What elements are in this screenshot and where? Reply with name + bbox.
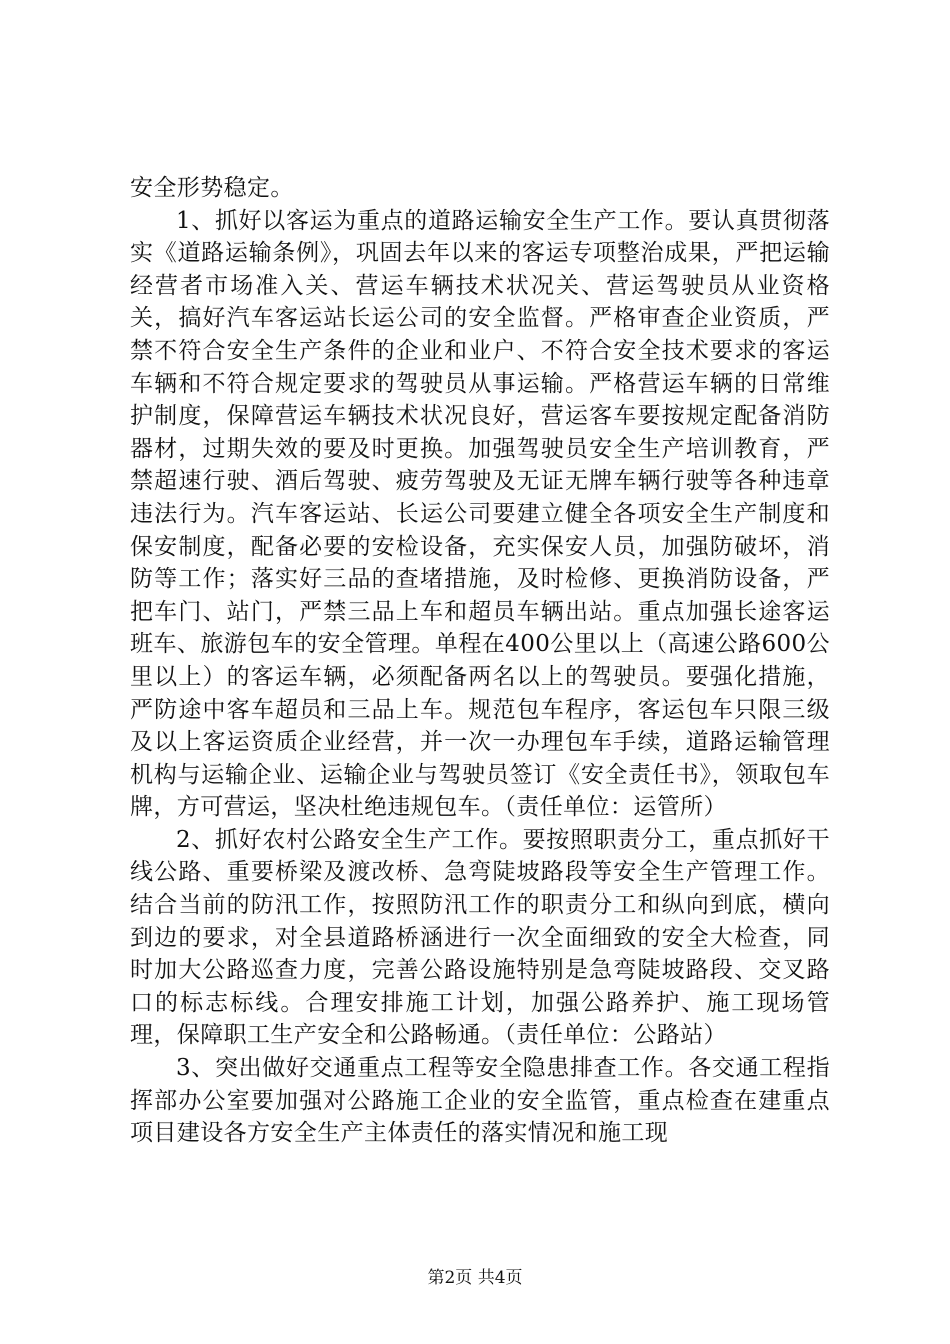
page-number-footer: 第2页 共4页 <box>427 1268 523 1288</box>
paragraph-item-2-rural-roads: 2、抓好农村公路安全生产工作。要按照职责分工，重点抓好干线公路、重要桥梁及渡改桥、急弯陡坡路段等安全生产管理工作。结合当前的防汛工作，按照防汛工作的职责分工和纵向到底，横向到边的要求，对全县道路桥涵进行一次全面细致的安全大检查，同时加大公路巡查力度，完善公路设施特别是急弯陡坡路段、交叉路口的标志标线。合理安排施工计划，加强公路养护、施工现场管理，保障职工生产安全和公路畅通。（责任单位：公路站） <box>130 826 830 1049</box>
paragraph-continuation: 安全形势稳定。 <box>130 175 294 201</box>
paragraph-item-3-key-projects: 3、突出做好交通重点工程等安全隐患排查工作。各交通工程指挥部办公室要加强对公路施工企业的安全监管，重点检查在建重点项目建设各方安全生产主体责任的落实情况和施工现 <box>130 1055 830 1147</box>
document-body <box>130 172 830 1150</box>
paragraph-item-1-passenger-transport: 1、抓好以客运为重点的道路运输安全生产工作。要认真贯彻落实《道路运输条例》，巩固去年以来的客运专项整治成果，严把运输经营者市场准入关、营运车辆技术状况关、营运驾驶员从业资格关，搞好汽车客运站长运公司的安全监督。严格审查企业资质，严禁不符合安全生产条件的企业和业户、不符合安全技术要求的客运车辆和不符合规定要求的驾驶员从事运输。严格营运车辆的日常维护制度，保障营运车辆技术状况良好，营运客车要按规定配备消防器材，过期失效的要及时更换。加强驾驶员安全生产培训教育，严禁超速行驶、酒后驾驶、疲劳驾驶及无证无牌车辆行驶等各种违章违法行为。汽车客运站、长运公司要建立健全各项安全生产制度和保安制度，配备必要的安检设备，充实保安人员，加强防破坏，消防等工作；落实好三品的查堵措施，及时检修、更换消防设备，严把车门、站门，严禁三品上车和超员车辆出站。重点加强长途客运班车、旅游包车的安全管理。单程在400公里以上（高速公路600公里以上）的客运车辆，必须配备两名以上的驾驶员。要强化措施，严防途中客车超员和三品上车。规范包车程序，客运包车只限三级及以上客运资质企业经营，并一次一办理包车手续，道路运输管理机构与运输企业、运输企业与驾驶员签订《安全责任书》，领取包车牌，方可营运，坚决杜绝违规包车。（责任单位：运管所） <box>130 207 830 821</box>
